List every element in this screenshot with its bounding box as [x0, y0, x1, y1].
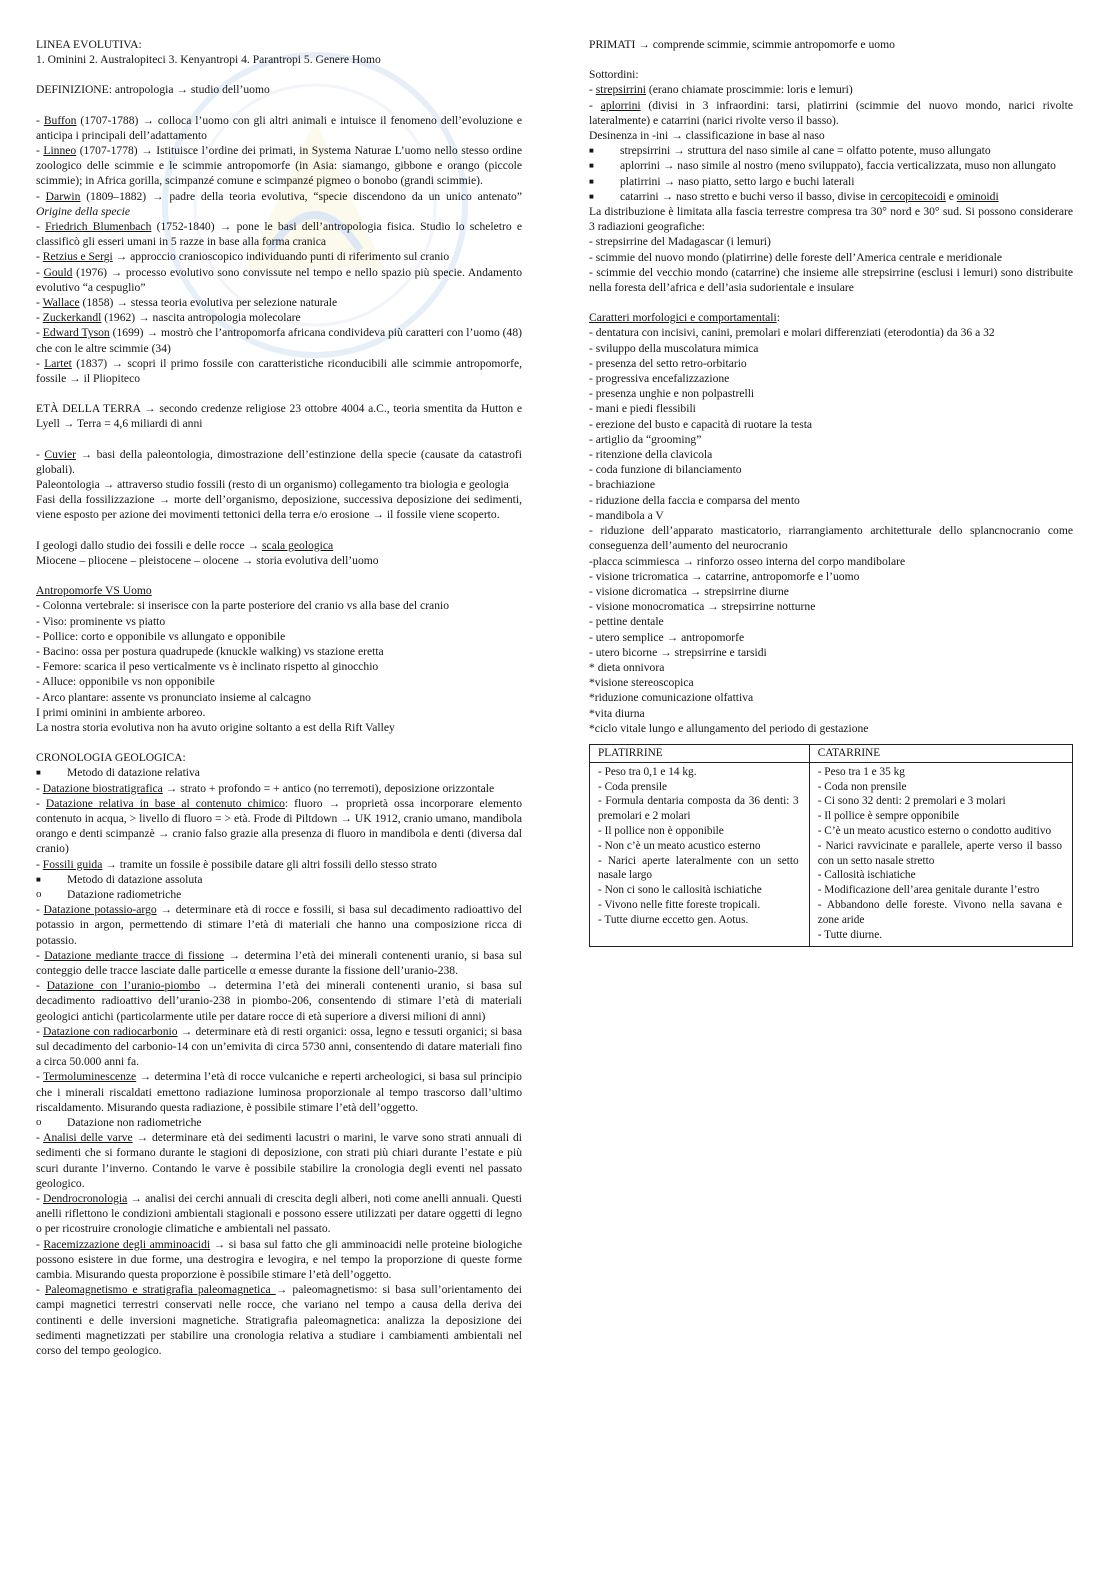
- person-name: Gould: [43, 265, 73, 279]
- person-item: - Edward Tyson (1699) → mostrò che l’antropomorfa africana condivideva più caratteri con l’uomo (48) che con le altre scimmie (34): [36, 326, 522, 355]
- table-header-row: [590, 744, 1073, 762]
- cronologia-title: CRONOLOGIA GEOLOGICA:: [36, 751, 186, 765]
- non-radiometriche-item: - Paleomagnetismo e stratigrafia paleomagnetica → paleomagnetismo: si basa sull’orientamento dei campi magnetici terrestri conservati nelle rocce, che variano nel tempo a causa della deriva dei continenti e delle inversioni magnetiche. Stratigrafia paleomagnetica: analizza la deposizione dei sedimenti magnetizzati per stabilire una cronologia relativa a studiare i cambiamenti ambientali nel corso del tempo geologico.: [36, 1283, 522, 1358]
- table-item: - Il pollice non è opponibile: [598, 824, 724, 837]
- list-item: - presenza del setto retro-orbitario: [589, 356, 747, 370]
- desinenza: Desinenza in -ini → classificazione in base al naso: [589, 129, 825, 143]
- list-item: - Alluce: opponibile vs non opponibile: [36, 675, 215, 689]
- person-name: Friedrich Blumenbach: [45, 220, 152, 234]
- list-item: - artiglio da “grooming”: [589, 432, 702, 446]
- list-item: *ciclo vitale lungo e allungamento del periodo di gestazione: [589, 721, 869, 735]
- list-item: - pettine dentale: [589, 615, 664, 629]
- antropomorfe-title: Antropomorfe VS Uomo: [36, 584, 152, 598]
- metodo-relativa: ■ Metodo di datazione relativa: [36, 766, 200, 780]
- table-item: - Abbandono delle foreste. Vivono nella savana e zone aride: [817, 898, 1062, 926]
- caratteri-title: Caratteri morfologici e comportamentali:: [589, 311, 780, 325]
- table-item: - Peso tra 1 e 35 kg: [817, 765, 905, 778]
- person-name: Wallace: [42, 296, 80, 310]
- person-name: Retzius e Sergi: [42, 250, 113, 264]
- non-radiometriche-item: - Analisi delle varve → determinare età dei sedimenti lacustri o marini, le varve sono strati annuali di sedimenti che si formano durante le stagioni di deposizione, con strati più chiari durante l’estate e più scuri durante l’inverno. Contando le varve è possibile stabilire la cronologia degli eventi nel passato geologico.: [36, 1131, 522, 1190]
- list-item: *visione stereoscopica: [589, 676, 694, 690]
- comparison-table: [589, 744, 1073, 947]
- list-item: - coda funzione di bilanciamento: [589, 463, 742, 477]
- metodo-assoluta: ■ Metodo di datazione assoluta: [36, 872, 203, 886]
- person-item: - Friedrich Blumenbach (1752-1840) → pone le basi dell’antropologia fisica. Studio lo scheletro e classificò gli esseri umani in 5 razze in base alla forma cranica: [36, 220, 522, 249]
- list-item: - ritenzione della clavicola: [589, 448, 713, 462]
- linea-title: LINEA EVOLUTIVA:: [36, 38, 142, 51]
- list-item: - visione tricromatica → catarrine, antropomorfe e l’uomo: [589, 569, 860, 583]
- scala-geologica-link: scala geologica: [262, 538, 334, 552]
- list-item: - Viso: prominente vs piatto: [36, 614, 166, 628]
- list-item: - presenza unghie e non polpastrelli: [589, 387, 755, 401]
- table-item: - Coda non prensile: [817, 780, 907, 793]
- radiometriche-item: - Datazione con l’uranio-piombo → determina l’età dei minerali contenenti uranio, si basa sul decadimento radioattivo dell’uranio-238 in piombo-206, consentendo di stimare l’età di materiali geologici antichi (particolarmente utile per datare rocce di età superiore a diversi milioni di anni): [36, 979, 522, 1023]
- circle-bullet-icon: o: [36, 1116, 42, 1128]
- geologi: I geologi dallo studio dei fossili e delle rocce → scala geologica: [36, 538, 334, 552]
- person-item: - Darwin (1809–1882) → padre della teoria evolutiva, “specie discendono da un unico antenato” Origine della specie: [36, 189, 522, 218]
- radiometriche-item: - Termoluminescenze → determina l’età di rocce vulcaniche e reperti archeologici, si basa sul principio che i minerali riscaldati emettono radiazione luminosa proporzionale al tempo trascorso dall’ultimo riscaldamento. Misurando questa radiazione, è possibile stimare l’età dell’oggetto.: [36, 1070, 522, 1114]
- list-item: I primi ominini in ambiente arboreo.: [36, 705, 206, 719]
- person-name: Linneo: [43, 144, 77, 158]
- list-item: - Arco plantare: assente vs pronunciato insieme al calcagno: [36, 690, 311, 704]
- person-name: Edward Tyson: [42, 326, 110, 340]
- square-bullet-icon: ■: [589, 176, 594, 186]
- list-item: - erezione del busto e capacità di ruotare la testa: [589, 417, 813, 431]
- naso-item: ■ aplorrini → naso simile al nostro (meno sviluppato), faccia verticalizzata, muso non allungato: [589, 159, 1056, 173]
- list-item: - brachiazione: [589, 478, 655, 492]
- person-item: - Zuckerkandl (1962) → nascita antropologia molecolare: [36, 311, 301, 325]
- table-item: - Callosità ischiatiche: [817, 869, 916, 882]
- table-item: - Il pollice è sempre opponibile: [817, 810, 960, 823]
- table-header-platirrine: PLATIRRINE: [590, 744, 810, 762]
- non-radiometriche-label: o Datazione non radiometriche: [36, 1116, 202, 1129]
- naso-item: ■ catarrini → naso stretto e buchi verso il basso, divise in cercopitecoidi e ominoidi: [589, 189, 999, 203]
- fasi-fossilizzazione: Fasi della fossilizzazione → morte dell’organismo, deposizione, successiva deposizione dei sedimenti, viene esposto per azione dei movimenti tettonici della terra e/o erosione → il fossile viene scoperto.: [36, 493, 522, 522]
- list-item: - Colonna vertebrale: si inserisce con la parte posteriore del cranio vs alla base del cranio: [36, 599, 450, 613]
- catarrine-cell: [809, 762, 1072, 947]
- table-item: - Tutte diurne eccetto gen. Aotus.: [598, 913, 749, 926]
- cuvier: - Cuvier → basi della paleontologia, dimostrazione dell’estinzione della specie (causate da catastrofi globali).: [36, 447, 522, 476]
- list-item: - Pollice: corto e opponibile vs allungato e opponibile: [36, 629, 286, 643]
- list-item: - mandibola a V: [589, 508, 664, 522]
- sottordine-item: - strepsirrini (erano chiamate proscimmie: loris e lemuri): [589, 83, 853, 97]
- caratteri-list: [589, 325, 1073, 735]
- table-item: - Tutte diurne.: [817, 928, 883, 941]
- non-radiometriche-item: - Dendrocronologia → analisi dei cerchi annuali di crescita degli alberi, noti come anelli annuali. Questi anelli riflettono le condizioni ambientali stagionali e possono essere utilizzati per datare oggetti di legno o per ricostruire cronologie climatiche e ambientali nel passato.: [36, 1192, 522, 1236]
- square-bullet-icon: ■: [589, 146, 594, 156]
- list-item: - riduzione dell’apparato masticatorio, riarrangiamento architetturale dello splancnocranio come conseguenza dell’aumento del neurocranio: [589, 524, 1073, 553]
- miocene: Miocene – pliocene – pleistocene – olocene → storia evolutiva dell’uomo: [36, 553, 379, 567]
- square-bullet-icon: ■: [36, 874, 41, 884]
- table-item: - Narici ravvicinate e parallele, aperte verso il basso con un setto nasale stretto: [817, 839, 1062, 867]
- list-item: -placca scimmiesca → rinforzo osseo interna del corpo mandibolare: [589, 554, 906, 568]
- list-item: *riduzione comunicazione olfattiva: [589, 691, 754, 705]
- list-item: - visione dicromatica → strepsirrine diurne: [589, 584, 789, 598]
- person-item: - Lartet (1837) → scopri il primo fossile con caratteristiche riconducibili alle scimmie antropomorfe, fossile → il Pliopiteco: [36, 356, 522, 386]
- naso-item: ■ platirrini → naso piatto, setto largo e buchi laterali: [589, 174, 855, 188]
- table-item: - Ci sono 32 denti: 2 premolari e 3 molari: [817, 795, 1006, 808]
- person-name: Zuckerkandl: [42, 311, 102, 325]
- relativa-item: - Fossili guida → tramite un fossile è possibile datare gli altri fossili dello stesso strato: [36, 857, 437, 871]
- relativa-item: - Datazione biostratigrafica → strato + profondo = + antico (no terremoti), deposizione orizzontale: [36, 781, 495, 795]
- radiazione-item: - scimmie del nuovo mondo (platirrine) delle foreste dell’America centrale e meridionale: [589, 250, 1003, 264]
- list-item: - progressiva encefalizzazione: [589, 372, 730, 386]
- square-bullet-icon: ■: [589, 191, 594, 201]
- person-item: - Linneo (1707-1778) → Istituisce l’ordine dei primati, in Systema Naturae L’uomo nello stesso ordine zoologico delle scimmie e le scimmie antropomorfe (in Asia: siamango, gibbone e orango (piccole scimmie); in Africa gorilla, scimpanzé comune e scimpanzé pigmeo o bonobo (grandi scimmie).: [36, 144, 522, 188]
- table-item: - Peso tra 0,1 e 14 kg.: [598, 765, 697, 778]
- list-item: - utero semplice → antropomorfe: [589, 630, 745, 644]
- radiometriche-item: - Datazione potassio-argo → determinare età di rocce e fossili, si basa sul decadimento radioattivo del potassio in argon, permettendo di stimare l’età di materiali che hanno una composizione ricca di potassio.: [36, 903, 522, 947]
- left-column: [36, 37, 522, 1358]
- relativa-item: - Datazione relativa in base al contenuto chimico: fluoro → proprietà ossa incorporare elemento contenuto in acqua, > livello di fluoro = > età. Frode di Piltdown → UK 1912, cranio umano, mandibola orango e denti scimpanzè → cranio falso grazie alla presenza di fluoro in mandibola e denti (diversa dal cranio): [36, 796, 522, 856]
- list-item: *vita diurna: [589, 706, 645, 720]
- list-item: - utero bicorne → strepsirrine e tarsidi: [589, 645, 767, 659]
- right-column: [589, 37, 1073, 947]
- sottordine-item: - aplorrini (divisi in 3 infraordini: tarsi, platirrini (scimmie del nuovo mondo, narici rivolte lateralmente) e catarrini (narici rivolte verso il basso).: [589, 98, 1073, 127]
- table-item: - Non c’è un meato acustico esterno: [598, 839, 761, 852]
- eta-terra: ETÀ DELLA TERRA → secondo credenze religiose 23 ottobre 4004 a.C., teoria smentita da Hutton e Lyell → Terra = 4,6 miliardi di anni: [36, 402, 522, 431]
- circle-bullet-icon: o: [36, 887, 42, 900]
- table-item: - Non ci sono le callosità ischiatiche: [598, 884, 762, 897]
- radiometriche-item: - Datazione mediante tracce di fissione → determina l’età dei minerali contenenti uranio, si basa sul conteggio delle tracce lasciate dalle particelle α emesse durante la fissione dell’uranio-238.: [36, 948, 523, 977]
- people-list: [36, 113, 522, 387]
- list-item: - riduzione della faccia e comparsa del mento: [589, 493, 800, 507]
- table-item: - Modificazione dell’area genitale durante l’estro: [817, 884, 1040, 897]
- primati: PRIMATI → comprende scimmie, scimmie antropomorfe e uomo: [589, 38, 895, 51]
- list-item: La nostra storia evolutiva non ha avuto origine soltanto a est della Rift Valley: [36, 720, 395, 734]
- person-item: - Retzius e Sergi → approccio cranioscopico individuando punti di riferimento sul cranio: [36, 250, 450, 264]
- list-item: - sviluppo della muscolatura mimica: [589, 341, 759, 355]
- list-item: - visione monocromatica → strepsirrine notturne: [589, 600, 816, 614]
- radiazione-item: - scimmie del vecchio mondo (catarrine) che insieme alle strepsirrine (esclusi i lemuri) sono distribuite nella foresta dell’africa e dell’asia sudorientale e insulare: [589, 265, 1073, 295]
- person-name: Lartet: [44, 356, 72, 370]
- paleontologia: Paleontologia → attraverso studio fossili (resto di un organismo) collegamento tra biologia e geologia: [36, 478, 509, 492]
- linea-text: 1. Ominini 2. Australopiteci 3. Kenyantropi 4. Parantropi 5. Genere Homo: [36, 53, 381, 67]
- radiazione-item: - strepsirrine del Madagascar (i lemuri): [589, 235, 771, 249]
- radiometriche-item: - Datazione con radiocarbonio → determinare età di resti organici: ossa, legno e tessuti organici; si basa sul decadimento del carbonio-14 con un’emivita di circa 5730 anni, consentendo di datare materiali fino a circa 50.000 anni fa.: [36, 1024, 522, 1069]
- table-row: [590, 762, 1073, 947]
- platirrine-cell: [590, 762, 810, 947]
- table-item: - Formula dentaria composta da 36 denti: 3 premolari e 2 molari: [598, 795, 799, 823]
- list-item: * dieta onnivora: [589, 660, 665, 674]
- person-item: - Gould (1976) → processo evolutivo sono convissute nel tempo e nello spazio più specie. Andamento evolutivo “a cespuglio”: [36, 265, 522, 294]
- non-radiometriche-item: - Racemizzazione degli amminoacidi → si basa sul fatto che gli amminoacidi nelle proteine biologiche possono esistere in due forme, una destrogira e levogira, e nel tempo la proporzione di queste forme cambia. Misurando questa proporzione è possibile stimare l’età dell’oggetto.: [36, 1237, 522, 1282]
- antropomorfe-list: [36, 598, 522, 735]
- person-item: - Buffon (1707-1788) → colloca l’uomo con gli altri animali e intuisce il fenomeno dell’evoluzione e anticipa i principali dell’adattamento: [36, 113, 523, 142]
- list-item: - Bacino: ossa per postura quadrupede (knuckle walking) vs stazione eretta: [36, 644, 384, 658]
- person-item: - Wallace (1858) → stessa teoria evolutiva per selezione naturale: [36, 296, 338, 310]
- definizione: DEFINIZIONE: antropologia → studio dell’uomo: [36, 83, 270, 97]
- person-name: Buffon: [43, 113, 77, 127]
- radiometriche-label: o Datazione radiometriche: [36, 887, 182, 901]
- list-item: - Femore: scarica il peso verticalmente vs è inclinato rispetto al ginocchio: [36, 660, 379, 674]
- square-bullet-icon: ■: [589, 161, 594, 171]
- naso-item: ■ strepsirrini → struttura del naso simile al cane = olfatto potente, muso allungato: [589, 144, 991, 158]
- list-item: - mani e piedi flessibili: [589, 402, 696, 416]
- distribuzione: La distribuzione è limitata alla fascia terrestre compresa tra 30° nord e 30° sud. Si possono considerare 3 radiazioni geografiche:: [589, 205, 1073, 234]
- table-header-catarrine: CATARRINE: [809, 744, 1072, 762]
- square-bullet-icon: ■: [36, 768, 41, 778]
- table-item: - Vivono nelle fitte foreste tropicali.: [598, 898, 761, 911]
- table-item: - Narici aperte lateralmente con un setto nasale largo: [598, 854, 799, 882]
- sottordini-title: Sottordini:: [589, 68, 639, 82]
- list-item: - dentatura con incisivi, canini, premolari e molari differenziati (eterodontia) da 36 a 32: [589, 326, 995, 340]
- table-item: - C’è un meato acustico esterno o condotto auditivo: [817, 824, 1052, 837]
- person-name: Darwin: [45, 189, 81, 203]
- table-item: - Coda prensile: [598, 780, 668, 793]
